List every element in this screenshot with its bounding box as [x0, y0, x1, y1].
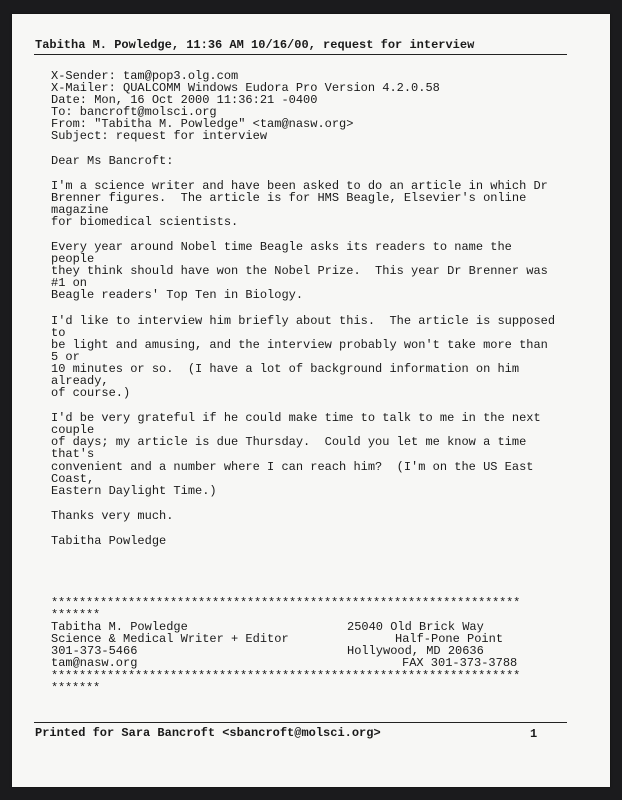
paragraph-line: Brenner figures. The article is for HMS Beagle, Elsevier's online [51, 190, 527, 205]
salutation: Dear Ms Bancroft: [51, 153, 174, 168]
paragraph-line: magazine [51, 202, 109, 217]
printed-for-footer: Printed for Sara Bancroft <sbancroft@molsci.org> [35, 726, 381, 740]
signature-separator: ******************************************************************* [51, 596, 521, 610]
paragraph-line: be light and amusing, and the interview probably won't take more than [51, 337, 548, 352]
email-headers [51, 70, 561, 143]
paragraph-line: 10 minutes or so. (I have a lot of background information on him [51, 361, 520, 376]
paragraph-line: already, [51, 373, 109, 388]
signature-phone: 301-373-5466 [51, 644, 138, 659]
paragraph-line: for biomedical scientists. [51, 214, 239, 229]
paragraph [51, 412, 561, 497]
paragraph-line: couple [51, 423, 95, 438]
paragraph-line: 5 or [51, 349, 80, 364]
paragraph-line: they think should have won the Nobel Prize. This year Dr Brenner was [51, 264, 548, 279]
header-rule [34, 54, 567, 55]
paragraph-line: Coast, [51, 471, 95, 486]
signature-separator: ******************************************************************* [51, 668, 521, 683]
paragraph-line: to [51, 325, 66, 340]
page-number: 1 [530, 727, 538, 741]
paragraph-line: Beagle readers' Top Ten in Biology. [51, 288, 304, 303]
sender-name: Tabitha Powledge [51, 533, 167, 548]
signature-address-street: 25040 Old Brick Way [347, 620, 484, 635]
paragraph-line: I'd be very grateful if he could make time to talk to me in the next [51, 411, 541, 426]
paragraph-line: people [51, 252, 95, 267]
email-body [51, 70, 561, 547]
closing: Thanks very much. [51, 508, 174, 523]
paragraph-line: Eastern Daylight Time.) [51, 483, 217, 498]
paragraph-line: I'm a science writer and have been asked to do an article in which Dr [51, 178, 548, 193]
header-line: X-Mailer: QUALCOMM Windows Eudora Pro Version 4.2.0.58 [51, 81, 440, 96]
paragraph-line: of course.) [51, 386, 131, 401]
paragraph-line: Every year around Nobel time Beagle asks its readers to name the [51, 240, 512, 255]
header-line: From: "Tabitha M. Powledge" <tam@nasw.org> [51, 117, 354, 132]
signature-email: tam@nasw.org [51, 656, 138, 671]
header-line: Date: Mon, 16 Oct 2000 11:36:21 -0400 [51, 93, 318, 108]
signature-separator: ******* [51, 680, 101, 695]
header-line: To: bancroft@molsci.org [51, 105, 217, 120]
paragraph-line: convenient and a number where I can reach him? (I'm on the US East [51, 459, 534, 474]
paragraph-line: that's [51, 447, 95, 462]
paragraph [51, 315, 561, 400]
paragraph-line: I'd like to interview him briefly about this. The article is supposed [51, 313, 556, 328]
signature-address-locality: Half-Pone Point [395, 632, 504, 647]
signature-name: Tabitha M. Powledge [51, 620, 188, 635]
signature-fax: FAX 301-373-3788 [402, 656, 518, 671]
signature-separator: ******* [51, 608, 101, 623]
signature-block [51, 597, 571, 694]
header-line: Subject: request for interview [51, 129, 268, 144]
header-line: X-Sender: tam@pop3.olg.com [51, 69, 239, 83]
paragraph-line: #1 on [51, 276, 88, 291]
paragraph-line: of days; my article is due Thursday. Could you let me know a time [51, 435, 527, 450]
footer-rule [34, 722, 567, 723]
print-header-title: Tabitha M. Powledge, 11:36 AM 10/16/00, request for interview [35, 38, 475, 52]
paragraph [51, 241, 561, 301]
signature-address-city: Hollywood, MD 20636 [347, 644, 484, 659]
paragraph [51, 180, 561, 228]
signature-title: Science & Medical Writer + Editor [51, 632, 289, 647]
